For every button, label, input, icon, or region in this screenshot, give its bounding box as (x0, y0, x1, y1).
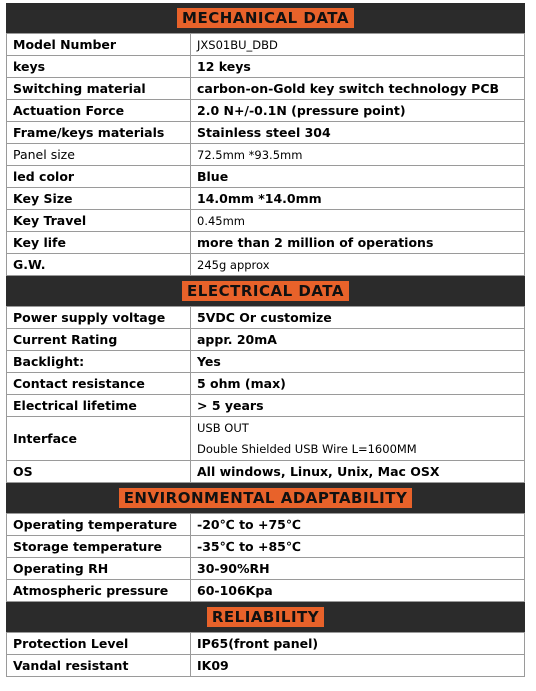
spec-row (7, 580, 525, 602)
spec-value: IK09 (191, 655, 525, 677)
spec-label: Current Rating (7, 329, 191, 351)
spec-value-line: Double Shielded USB Wire L=1600MM (197, 441, 417, 456)
section-header (6, 276, 525, 306)
spec-value: JXS01BU_DBD (191, 34, 525, 56)
spec-label: Actuation Force (7, 100, 191, 122)
spec-row (7, 122, 525, 144)
spec-row (7, 351, 525, 373)
spec-value: All windows, Linux, Unix, Mac OSX (191, 461, 525, 483)
spec-value: -20℃ to +75℃ (191, 514, 525, 536)
spec-value: 245g approx (191, 254, 525, 276)
spec-row (7, 188, 525, 210)
spec-value: Stainless steel 304 (191, 122, 525, 144)
section-header (6, 3, 525, 33)
spec-row (7, 34, 525, 56)
spec-value: 12 keys (191, 56, 525, 78)
spec-value: appr. 20mA (191, 329, 525, 351)
spec-value (191, 417, 525, 461)
spec-row (7, 144, 525, 166)
spec-sheet (6, 3, 525, 677)
spec-label: Panel size (7, 144, 191, 166)
spec-table (6, 306, 525, 483)
spec-label: Contact resistance (7, 373, 191, 395)
spec-value: 0.45mm (191, 210, 525, 232)
spec-row (7, 56, 525, 78)
section-title: RELIABILITY (207, 607, 324, 627)
spec-value: 30-90%RH (191, 558, 525, 580)
spec-label: Protection Level (7, 633, 191, 655)
section-title: ENVIRONMENTAL ADAPTABILITY (119, 488, 413, 508)
section-header (6, 602, 525, 632)
spec-label: Frame/keys materials (7, 122, 191, 144)
spec-row (7, 536, 525, 558)
spec-label: led color (7, 166, 191, 188)
spec-value: 5VDC Or customize (191, 307, 525, 329)
spec-row (7, 558, 525, 580)
spec-label: keys (7, 56, 191, 78)
spec-label: Vandal resistant (7, 655, 191, 677)
spec-label: Key Size (7, 188, 191, 210)
spec-label: OS (7, 461, 191, 483)
spec-label: Backlight: (7, 351, 191, 373)
section-title: MECHANICAL DATA (177, 8, 354, 28)
spec-label: Interface (7, 417, 191, 461)
spec-row (7, 655, 525, 677)
spec-value: 60-106Kpa (191, 580, 525, 602)
spec-label: Atmospheric pressure (7, 580, 191, 602)
spec-row (7, 633, 525, 655)
spec-row (7, 461, 525, 483)
spec-value: 2.0 N+/-0.1N (pressure point) (191, 100, 525, 122)
spec-table (6, 513, 525, 602)
spec-value: more than 2 million of operations (191, 232, 525, 254)
spec-row (7, 100, 525, 122)
spec-label: Operating temperature (7, 514, 191, 536)
spec-table (6, 632, 525, 677)
spec-label: Power supply voltage (7, 307, 191, 329)
spec-label: Electrical lifetime (7, 395, 191, 417)
spec-row (7, 307, 525, 329)
spec-value: 5 ohm (max) (191, 373, 525, 395)
spec-label: G.W. (7, 254, 191, 276)
spec-row (7, 514, 525, 536)
spec-value-line: USB OUT (197, 420, 249, 435)
section-header (6, 483, 525, 513)
spec-label: Key life (7, 232, 191, 254)
spec-row (7, 210, 525, 232)
section-title: ELECTRICAL DATA (182, 281, 349, 301)
spec-row (7, 78, 525, 100)
spec-value: carbon-on-Gold key switch technology PCB (191, 78, 525, 100)
spec-row (7, 417, 525, 461)
spec-label: Model Number (7, 34, 191, 56)
spec-row (7, 329, 525, 351)
spec-table (6, 33, 525, 276)
spec-row (7, 166, 525, 188)
spec-value: 14.0mm *14.0mm (191, 188, 525, 210)
spec-value: IP65(front panel) (191, 633, 525, 655)
spec-value: Yes (191, 351, 525, 373)
spec-label: Switching material (7, 78, 191, 100)
spec-label: Operating RH (7, 558, 191, 580)
spec-row (7, 254, 525, 276)
spec-label: Key Travel (7, 210, 191, 232)
spec-row (7, 395, 525, 417)
spec-value: Blue (191, 166, 525, 188)
spec-value: 72.5mm *93.5mm (191, 144, 525, 166)
spec-row (7, 373, 525, 395)
spec-label: Storage temperature (7, 536, 191, 558)
spec-value: > 5 years (191, 395, 525, 417)
spec-value: -35℃ to +85℃ (191, 536, 525, 558)
spec-row (7, 232, 525, 254)
